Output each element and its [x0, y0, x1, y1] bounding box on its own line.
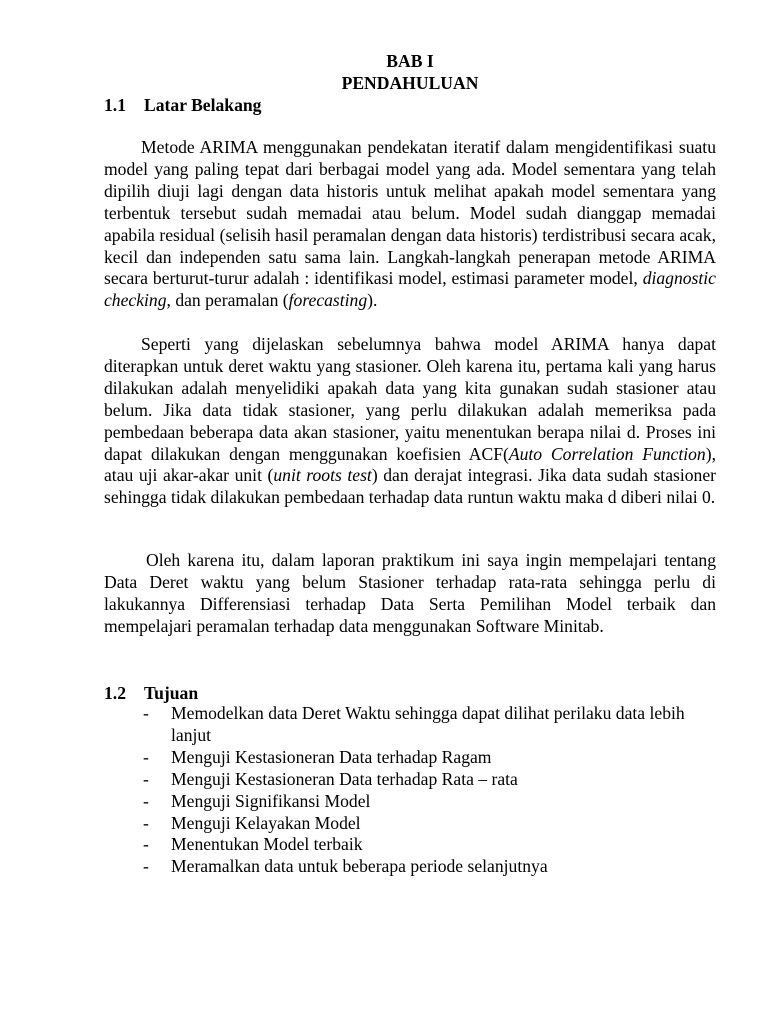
- paragraph-1-text: ).: [367, 290, 378, 311]
- chapter-label: BAB I: [386, 51, 434, 71]
- bullet-dash: -: [143, 812, 149, 833]
- section-number: 1.2: [104, 683, 126, 703]
- section-title: Latar Belakang: [144, 95, 262, 115]
- list-item-text: Memodelkan data Deret Waktu sehingga dapat dilihat perilaku data lebih lanjut: [171, 703, 685, 745]
- bullet-dash: -: [143, 790, 149, 811]
- bullet-dash: -: [143, 703, 149, 723]
- italic-term: diagnostic checking: [104, 268, 716, 311]
- list-item: [104, 703, 716, 747]
- bullet-dash: -: [143, 768, 149, 789]
- list-item-text: Meramalkan data untuk beberapa periode selanjutnya: [171, 856, 548, 877]
- list-item: [104, 747, 716, 769]
- italic-term: unit roots test: [273, 465, 372, 486]
- list-item: [104, 769, 716, 791]
- list-item-text: Menguji Kelayakan Model: [171, 812, 361, 833]
- bullet-dash: -: [143, 746, 149, 767]
- list-item: [104, 791, 716, 813]
- list-item: [104, 856, 716, 878]
- italic-term: forecasting: [288, 290, 368, 311]
- paragraph-1: [104, 137, 716, 312]
- list-item: [104, 813, 716, 835]
- paragraph-3: Oleh karena itu, dalam laporan praktikum ini saya ingin mempelajari tentang Data Deret waktu yang belum Stasioner terhadap rata-rata sehingga perlu di lakukannya Differensiasi terhadap Data Serta Pemilihan Model terbaik dan mempelajari peramalan terhadap data menggunakan Software Minitab.: [104, 550, 716, 636]
- paragraph-2-text: Seperti yang dijelaskan sebelumnya bahwa model ARIMA hanya dapat diterapkan untuk deret waktu yang stasioner. Oleh karena itu, pertama kali yang harus dilakukan adalah menyelidiki apakah data yang kita gunakan sudah stasioner atau belum. Jika data tidak stasioner, yang perlu dilakukan adalah memeriksa pada pembedaan beberapa data akan stasioner, yaitu menentukan berapa nilai d. Proses ini dapat dilakukan dengan menggunakan koefisien ACF(: [104, 334, 716, 464]
- list-item-text: Menguji Kestasioneran Data terhadap Rata – rata: [171, 768, 518, 789]
- paragraph-1-text: Metode ARIMA menggunakan pendekatan iteratif dalam mengidentifikasi suatu model yang paling tepat dari berbagai model yang ada. Model sementara yang telah dipilih diuji lagi dengan data historis untuk melihat apakah model sementara yang terbentuk tersebut sudah memadai atau belum. Model sudah dianggap memadai apabila residual (selisih hasil peramalan dengan data historis) terdistribusi secara acak, kecil dan independen satu sama lain. Langkah-langkah penerapan metode ARIMA secara berturut-turur adalah : identifikasi model, estimasi parameter model,: [104, 137, 716, 289]
- list-item-text: Menguji Signifikansi Model: [171, 790, 371, 811]
- italic-term: Auto Correlation Function: [508, 443, 706, 464]
- objectives-list: [104, 703, 716, 878]
- list-item-text: Menguji Kestasioneran Data terhadap Ragam: [171, 746, 492, 767]
- list-item: [104, 834, 716, 856]
- paragraph-2-text: ) dan derajat integrasi. Jika data sudah stasioner sehingga tidak dilakukan pembedaan terhadap data runtun waktu maka d diberi nilai 0.: [104, 465, 717, 508]
- paragraph-2-text: ), atau uji akar-akar unit (: [104, 443, 716, 486]
- bullet-dash: -: [143, 834, 149, 855]
- section-heading-tujuan: [104, 682, 198, 704]
- bullet-dash: -: [143, 856, 149, 877]
- chapter-title: PENDAHULUAN: [341, 73, 479, 93]
- paragraph-1-text: , dan peramalan (: [166, 290, 289, 311]
- section-heading-latar-belakang: [104, 94, 261, 116]
- list-item-text: Menentukan Model terbaik: [171, 834, 363, 855]
- paragraph-2: [104, 334, 716, 509]
- section-title: Tujuan: [144, 683, 199, 703]
- section-number: 1.1: [104, 95, 126, 115]
